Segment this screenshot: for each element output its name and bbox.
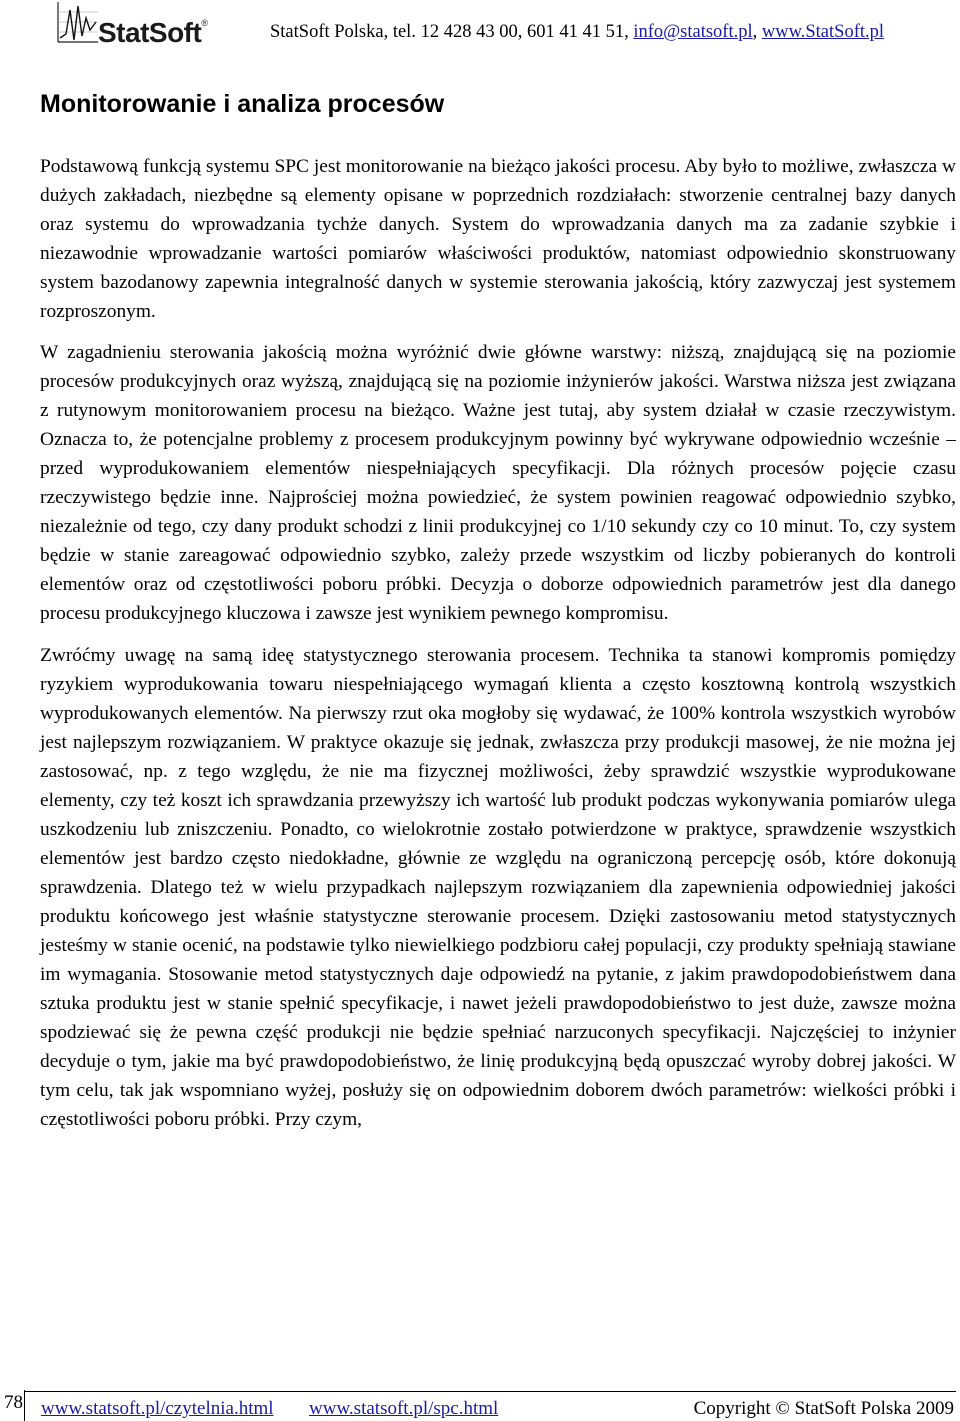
header-contact-line	[270, 22, 884, 43]
page-number: 78	[4, 1392, 23, 1413]
paragraph: Podstawową funkcją systemu SPC jest monitorowanie na bieżąco jakości procesu. Aby było to możliwe, zwłaszcza w dużych zakładach, niezbędne są elementy opisane w poprzednich rozdziałach: stworzenie centralnej bazy danych oraz systemu do wprowadzania tychże danych. System do wprowadzania danych ma za zadanie szybkie i niezawodnie wprowadzanie wartości pomiarów właściwości produktów, natomiast odpowiednio skonstruowany system bazodanowy zapewnia integralność danych w systemie sterowania jakością, który zazwyczaj jest systemem rozproszonym.	[40, 156, 956, 322]
page-title: Monitorowanie i analiza procesów	[40, 90, 445, 118]
footer-link-reading-room[interactable]: www.statsoft.pl/czytelnia.html	[41, 1398, 274, 1419]
website-link[interactable]: www.StatSoft.pl	[761, 22, 885, 42]
footer-horizontal-rule	[24, 1391, 956, 1392]
footer-copyright: Copyright © StatSoft Polska 2009	[693, 1398, 954, 1419]
contact-separator: ,	[752, 22, 762, 42]
email-link[interactable]: info@statsoft.pl	[633, 22, 753, 42]
page-header	[40, 0, 940, 50]
paragraph: Zwróćmy uwagę na samą ideę statystycznego sterowania procesem. Technika ta stanowi kompromis pomiędzy ryzykiem wyprodukowania towaru niespełniającego wymagań klienta a często kosztowną kontrolą wszystkich wyprodukowanych elementów. Na pierwszy rzut oka mogłoby się wydawać, że 100% kontrola wszystkich wyrobów jest najlepszym rozwiązaniem. W praktyce okazuje się jednak, zwłaszcza przy produkcji masowej, że nie można jej zastosować, np. z tego względu, że nie ma fizycznej możliwości, żeby sprawdzić wszystkie wyprodukowane elementy, czy też koszt ich sprawdzania przewyższy ich wartość lub produkt podczas wykonywania pomiarów ulega uszkodzeniu lub zniszczeniu. Ponadto, co wielokrotnie zostało potwierdzone w praktyce, sprawdzenie wszystkich elementów jest bardzo często niedokładne, głównie ze względu na ograniczoną percepcję osób, które dokonują sprawdzenia. Dlatego też w wielu przypadkach najlepszym rozwiązaniem dla zapewnienia odpowiedniej jakości produktu końcowego jest właśnie statystyczne sterowanie procesem. Dzięki zastosowaniu metod statystycznych jesteśmy w stanie ocenić, na podstawie tylko niewielkiego podzbioru całej populacji, czy produkty spełniają stawiane im wymagania. Stosowanie metod statystycznych daje odpowiedź na pytanie, z jakim prawdopodobieństwem dana sztuka produktu jest w stanie spełnić specyfikacje, i nawet jeżeli prawdopodobieństwo to jest duże, zawsze można spodziewać się że pewna część produkcji nie będzie spełniać narzuconych specyfikacji. Najczęściej to inżynier decyduje o tym, jakie ma być prawdopodobieństwo, że linię produkcyjną będą opuszczać wyroby dobrej jakości. W tym celu, tak jak wspomniano wyżej, posłuży się on odpowiednim doborem dwóch parametrów: wielkości próbki i częstotliwości poboru próbki. Przy czym,	[40, 645, 956, 1130]
logo-registered-mark: ®	[201, 17, 208, 28]
article-body	[40, 152, 956, 1147]
page-footer	[0, 1390, 960, 1421]
footer-link-spc[interactable]: www.statsoft.pl/spc.html	[309, 1398, 499, 1419]
logo-name: StatSoft	[98, 17, 202, 48]
statsoft-logo-text	[98, 17, 207, 49]
contact-text: StatSoft Polska, tel. 12 428 43 00, 601 41 41 51,	[270, 22, 634, 42]
statsoft-logo-chart-icon	[56, 0, 100, 44]
paragraph: W zagadnieniu sterowania jakością można wyróżnić dwie główne warstwy: niższą, znajdującą się na poziomie procesów produkcyjnych oraz wyższą, znajdującą się na poziomie inżynierów jakości. Warstwa niższa jest związana z rutynowym monitorowaniem procesu na bieżąco. Ważne jest tutaj, aby system działał w czasie rzeczywistym. Oznacza to, że potencjalne problemy z procesem produkcyjnym powinny być wykrywane odpowiednio wcześnie – przed wyprodukowaniem elementów niespełniających specyfikacji. Dla różnych procesów pojęcie czasu rzeczywistego będzie inne. Najprościej można powiedzieć, że system powinien reagować odpowiednio szybko, niezależnie od tego, czy dany produkt schodzi z linii produkcyjnej co 1/10 sekundy czy co 10 minut. To, czy system będzie w stanie zareagować odpowiednio szybko, zależy przede wszystkim od liczby pobieranych do kontroli elementów oraz od częstotliwości poboru próbki. Decyzja o doborze odpowiednich parametrów jest dla danego procesu produkcyjnego kluczowa i zawsze jest wynikiem pewnego kompromisu.	[40, 342, 956, 624]
footer-vertical-rule	[24, 1390, 25, 1421]
